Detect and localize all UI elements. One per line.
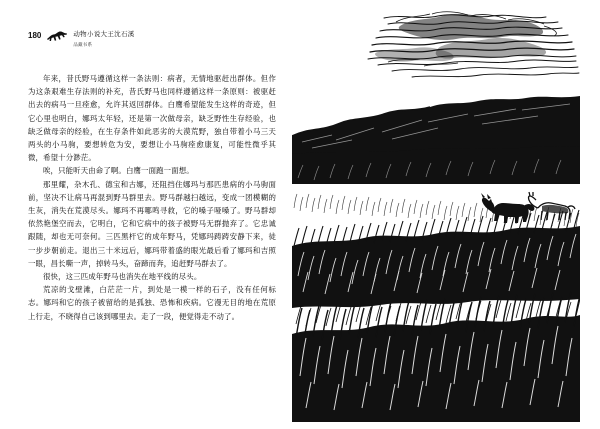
page-folio-number: 180 [28, 31, 42, 40]
paragraph: 年来，昔氏野马遵循这样一条法则：病者，无情地驱赶出群体。但作为这条艰难生存法则的补充，昔氏野马也同样遵循这样一条原则：被驱赶出去的病马一旦痊愈，允许其返回群体。白鹰希望能发生这样的奇迹，但它心里也明白，娜玛太年轻，还是第一次做母亲，缺乏野性生存经验，也缺乏做母亲的经验，在生存条件如此恶劣的大漠荒野，独自带着小马三天两头的小马驹，要想转危为安，要想让小马驹痊愈康复，可能性微乎其微，希望十分渺茫。 [28, 74, 276, 163]
running-horse-icon [46, 29, 68, 41]
paragraph: 唉，只能听天由命了啊。白鹰一面跑一面想。 [43, 166, 194, 176]
body-text-column [28, 72, 276, 323]
running-head-subtitle: 品藏书系 [73, 41, 93, 47]
paragraph: 那里耀，杂木孔、德宝和古娜，还阻挡住娜玛与那匹患病的小马驹面前，坚决不让病马再混到野马群里去。野马群越扫越远，变成一团模糊的生灰，消失在荒漠尽头。娜玛不再哪鸣寻救，它的嗓子哑嗓了。野马群却依然艳堡空而去，它明白，它和它病中的孩子被野马无群抛弃了。它忠诚跟随，却也无可奈何。三匹黑杆它的成年野马，凭娜玛踌踌安静下来，徒一步步朝前走。退出三十米远后，娜玛带着盛的眼光最后看了娜玛和吉照一眼，昌长嘶一声，掉转马头，奋蹄而奔，追赶野马群去了。 [28, 179, 276, 268]
paragraph: 很快，这三匹成年野马也消失在地平线的尽头。 [43, 272, 202, 282]
running-head [28, 30, 135, 49]
paragraph: 荒凉的戈壁滩，白茫茫一片，到处是一模一样的石子，没有任何标志。娜玛和它的孩子被留给的是孤独、恐怖和疾病。它漫无目的地在荒原上行走，不晓得自己该到哪里去。走了一段，便觉得走不动了。 [28, 285, 276, 321]
running-head-text [73, 30, 134, 49]
running-head-title: 动物小说大王沈石溪 [73, 31, 135, 38]
illustration-prairie-with-horses [292, 8, 580, 422]
